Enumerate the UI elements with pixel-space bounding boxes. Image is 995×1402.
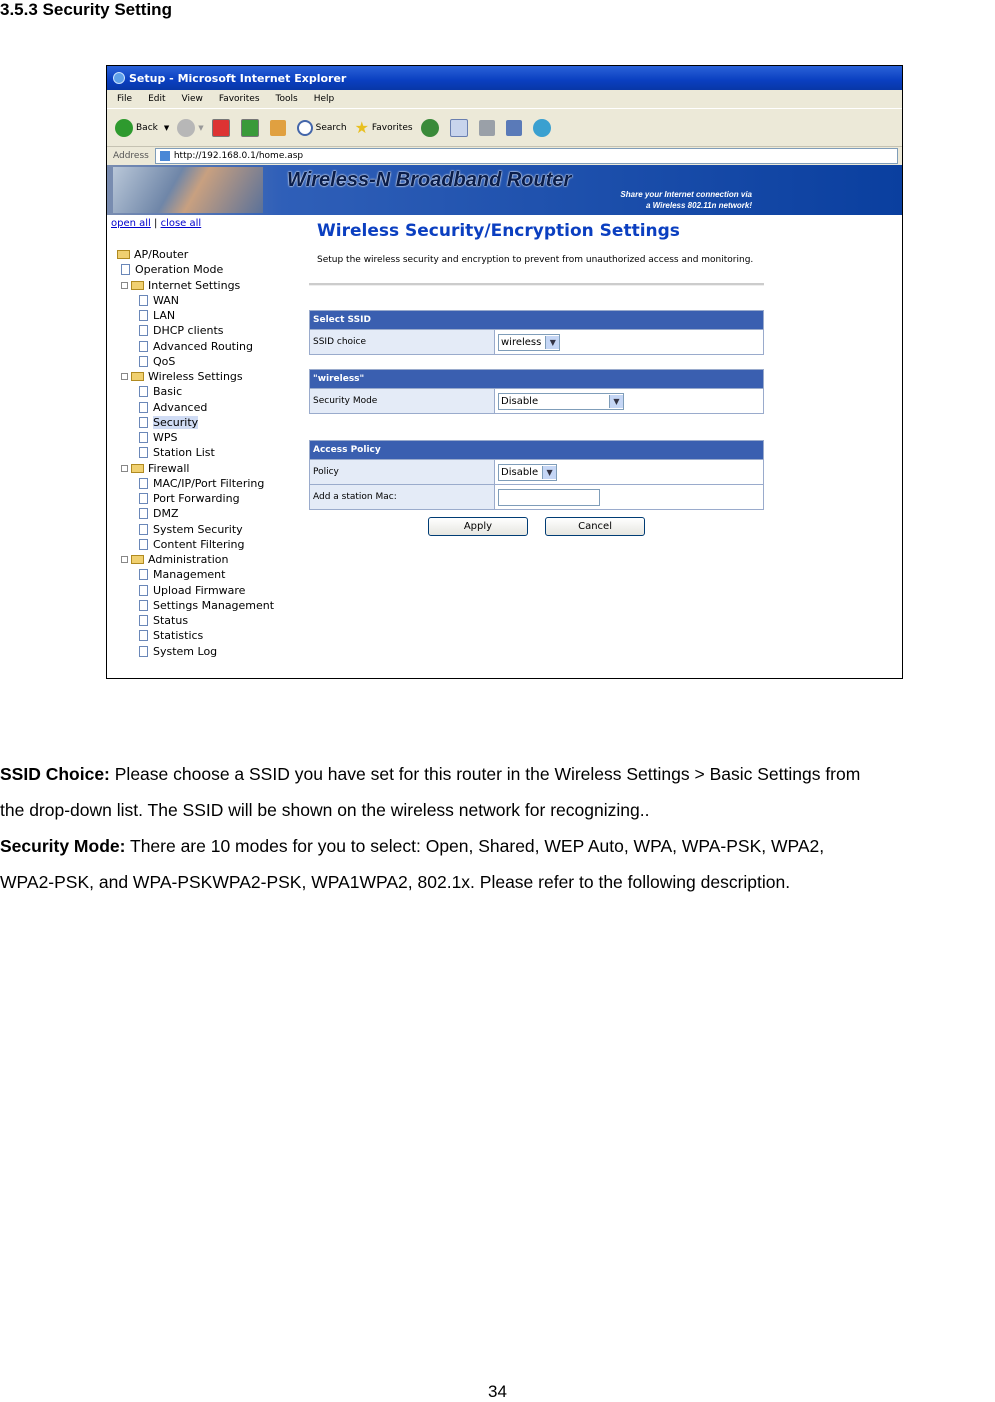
nav-item[interactable] (111, 384, 301, 399)
folder-icon (131, 555, 144, 564)
nav-item-label: Station List (153, 446, 215, 460)
policy-cell (495, 460, 764, 485)
page-icon (139, 615, 148, 626)
apply-button[interactable]: Apply (428, 517, 528, 536)
browser-toolbar (107, 108, 902, 147)
nav-item[interactable] (111, 445, 301, 460)
security-mode-select[interactable] (498, 393, 624, 410)
folder-icon (131, 281, 144, 290)
nav-item[interactable] (111, 598, 301, 613)
security-mode-line-1 (0, 828, 995, 864)
nav-separator: | (154, 218, 158, 229)
page-icon (139, 569, 148, 580)
form-buttons (309, 514, 764, 536)
menu-help[interactable]: Help (313, 94, 335, 104)
nav-item-label: System Security (153, 522, 243, 536)
page-icon (139, 325, 148, 336)
ssid-choice-select[interactable] (498, 334, 560, 351)
policy-label: Policy (310, 460, 495, 485)
ssid-choice-cell (495, 330, 764, 355)
browser-title: Setup - Microsoft Internet Explorer (129, 71, 347, 85)
search-button[interactable] (297, 120, 347, 136)
nav-item-label: Upload Firmware (153, 583, 246, 597)
ssid-choice-paragraph (0, 756, 995, 828)
ssid-choice-value: wireless (501, 336, 542, 348)
page-icon (160, 151, 170, 161)
address-bar (107, 147, 902, 165)
ssid-choice-term: SSID Choice: (0, 764, 110, 784)
history-button[interactable] (421, 119, 442, 137)
security-mode-term: Security Mode: (0, 836, 126, 856)
page-icon (139, 356, 148, 367)
nav-item[interactable] (111, 583, 301, 598)
ssid-choice-text-2: the drop-down list. The SSID will be shown on the wireless network for recognizing.. (0, 800, 650, 820)
nav-item-label: Statistics (153, 629, 204, 643)
nav-item-label: Advanced (153, 400, 208, 414)
nav-item-label: Settings Management (153, 598, 275, 612)
nav-item[interactable] (111, 415, 301, 430)
content-description: Setup the wireless security and encryption to prevent from unauthorized access and monitoring. (317, 255, 754, 265)
back-icon (115, 119, 133, 137)
nav-item[interactable] (111, 400, 301, 415)
security-mode-label: Security Mode (310, 389, 495, 414)
nav-item-label: Port Forwarding (153, 492, 240, 506)
back-button[interactable] (115, 119, 169, 137)
nav-item[interactable] (111, 628, 301, 643)
ssid-security-table (309, 369, 764, 414)
nav-item-label: WPS (153, 431, 178, 445)
nav-item-label: DHCP clients (153, 324, 224, 338)
messenger-button[interactable] (533, 119, 554, 137)
mail-button[interactable] (450, 119, 471, 137)
print-button[interactable] (479, 120, 498, 136)
page-icon (139, 386, 148, 397)
nav-item-label: MAC/IP/Port Filtering (153, 476, 265, 490)
nav-item-label: Basic (153, 385, 183, 399)
section-heading: 3.5.3 Security Setting (0, 0, 172, 19)
chevron-down-icon: ▼ (198, 123, 204, 132)
station-mac-input[interactable] (498, 489, 600, 506)
access-policy-header: Access Policy (310, 441, 764, 460)
page-icon (121, 264, 130, 275)
favorites-button[interactable] (355, 118, 413, 137)
nav-item-label: WAN (153, 293, 180, 307)
nav-expand-links (111, 218, 301, 229)
nav-item-label: Firewall (148, 461, 190, 475)
forward-icon (177, 119, 195, 137)
folder-icon (117, 250, 130, 259)
nav-item[interactable] (111, 308, 301, 323)
menu-tools[interactable]: Tools (275, 94, 298, 104)
nav-item-label: LAN (153, 309, 176, 323)
divider (309, 283, 764, 286)
page-icon (139, 524, 148, 535)
router-tagline (620, 189, 752, 211)
refresh-button[interactable] (241, 119, 262, 137)
page-icon (139, 646, 148, 657)
router-content (309, 218, 764, 536)
expand-icon[interactable] (121, 465, 128, 472)
page-icon (139, 493, 148, 504)
nav-item[interactable] (111, 354, 301, 369)
expand-icon[interactable] (121, 556, 128, 563)
nav-item-label: Advanced Routing (153, 339, 254, 353)
cancel-button[interactable]: Cancel (545, 517, 645, 536)
menu-edit[interactable]: Edit (148, 94, 166, 104)
menu-file[interactable]: File (117, 94, 133, 104)
nav-item[interactable] (111, 613, 301, 628)
nav-item-label: Internet Settings (148, 278, 241, 292)
close-all-link[interactable]: close all (160, 218, 202, 229)
security-mode-text-1: There are 10 modes for you to select: Open, Shared, WEP Auto, WPA, WPA-PSK, WPA2, (125, 836, 825, 856)
chevron-down-icon: ▼ (542, 466, 556, 479)
nav-item[interactable] (111, 247, 301, 262)
router-banner (107, 165, 902, 215)
search-label: Search (315, 122, 347, 133)
nav-item[interactable] (111, 644, 301, 659)
nav-item[interactable] (111, 339, 301, 354)
nav-item[interactable] (111, 491, 301, 506)
search-icon (297, 120, 313, 136)
tagline-line-2: a Wireless 802.11n network! (645, 201, 752, 210)
print-icon (479, 120, 495, 136)
folder-icon (131, 464, 144, 473)
edit-button[interactable] (506, 120, 525, 136)
security-mode-value: Disable (501, 395, 539, 407)
chevron-down-icon: ▼ (163, 123, 170, 132)
home-button[interactable] (270, 120, 289, 136)
page-icon (139, 402, 148, 413)
page-icon (139, 295, 148, 306)
banner-photo (113, 167, 263, 213)
open-all-link[interactable]: open all (111, 218, 151, 229)
nav-item-label: Status (153, 614, 189, 628)
ssid-choice-line-1 (0, 756, 995, 792)
station-mac-cell (495, 485, 764, 510)
chevron-down-icon: ▼ (609, 395, 623, 408)
nav-item-label: DMZ (153, 507, 179, 521)
nav-item[interactable] (111, 461, 301, 476)
nav-item-label: Wireless Settings (148, 370, 243, 384)
nav-item[interactable] (111, 430, 301, 445)
nav-item-label: AP/Router (134, 248, 189, 262)
nav-item[interactable] (111, 522, 301, 537)
menu-view[interactable]: View (181, 94, 203, 104)
forward-button[interactable] (177, 119, 203, 137)
page-icon (139, 600, 148, 611)
nav-item-label: Content Filtering (153, 537, 245, 551)
nav-item-label: Operation Mode (135, 263, 224, 277)
nav-item[interactable] (111, 552, 301, 567)
messenger-icon (533, 119, 551, 137)
favorites-label: Favorites (371, 122, 413, 133)
nav-item[interactable] (111, 567, 301, 582)
nav-item-label: Security (153, 415, 199, 429)
history-icon (421, 119, 439, 137)
nav-item[interactable] (111, 262, 301, 277)
expand-icon[interactable] (121, 373, 128, 380)
nav-item-label: Management (153, 568, 226, 582)
page-icon (139, 478, 148, 489)
page-number: 34 (488, 1382, 507, 1401)
select-ssid-table (309, 310, 764, 355)
chevron-down-icon: ▼ (545, 336, 559, 349)
security-mode-text-2: WPA2-PSK, and WPA-PSKWPA2-PSK, WPA1WPA2, 802.1x. Please refer to the following description. (0, 872, 791, 892)
nav-item[interactable] (111, 369, 301, 384)
nav-tree (111, 247, 301, 659)
star-icon: ★ (354, 118, 369, 137)
page-icon (139, 539, 148, 550)
security-mode-paragraph (0, 828, 995, 900)
page-icon (139, 508, 148, 519)
tagline-line-1: Share your Internet connection via (620, 190, 752, 199)
expand-icon[interactable] (121, 282, 128, 289)
policy-select[interactable] (498, 464, 557, 481)
page-icon (139, 310, 148, 321)
ssid-choice-label: SSID choice (310, 330, 495, 355)
nav-item-label: System Log (153, 644, 218, 658)
home-icon (270, 120, 286, 136)
page-icon (139, 447, 148, 458)
browser-menubar (107, 90, 902, 108)
folder-icon (131, 372, 144, 381)
nav-item-label: QoS (153, 354, 176, 368)
back-label: Back (136, 122, 158, 133)
page-icon (139, 585, 148, 596)
router-nav (111, 218, 301, 659)
nav-item[interactable] (111, 537, 301, 552)
ie-icon (113, 72, 125, 84)
policy-value: Disable (501, 466, 539, 478)
screenshot-figure (106, 65, 903, 679)
nav-item[interactable] (111, 278, 301, 293)
page-icon (139, 630, 148, 641)
nav-item[interactable] (111, 323, 301, 338)
nav-item[interactable] (111, 506, 301, 521)
page-icon (139, 432, 148, 443)
page-icon (139, 341, 148, 352)
mail-icon (450, 119, 468, 137)
nav-item-label: Administration (148, 553, 229, 567)
edit-icon (506, 120, 522, 136)
browser-titlebar (107, 66, 902, 90)
security-mode-cell (495, 389, 764, 414)
select-ssid-header: Select SSID (310, 311, 764, 330)
ssid-choice-text-1: Please choose a SSID you have set for this router in the Wireless Settings > Basic Settings from (109, 764, 861, 784)
stop-icon (212, 119, 230, 137)
content-title: Wireless Security/Encryption Settings (317, 221, 680, 241)
access-policy-table (309, 440, 764, 510)
nav-item[interactable] (111, 476, 301, 491)
address-url: http://192.168.0.1/home.asp (173, 151, 304, 161)
station-mac-label: Add a station Mac: (310, 485, 495, 510)
page-icon (139, 417, 148, 428)
router-brand: Wireless-N Broadband Router (287, 169, 572, 191)
refresh-icon (241, 119, 259, 137)
ssid-section-header: "wireless" (310, 370, 764, 389)
address-input[interactable] (155, 148, 898, 164)
nav-item[interactable] (111, 293, 301, 308)
address-label: Address (113, 151, 149, 161)
stop-button[interactable] (212, 119, 233, 137)
menu-favorites[interactable]: Favorites (218, 94, 260, 104)
